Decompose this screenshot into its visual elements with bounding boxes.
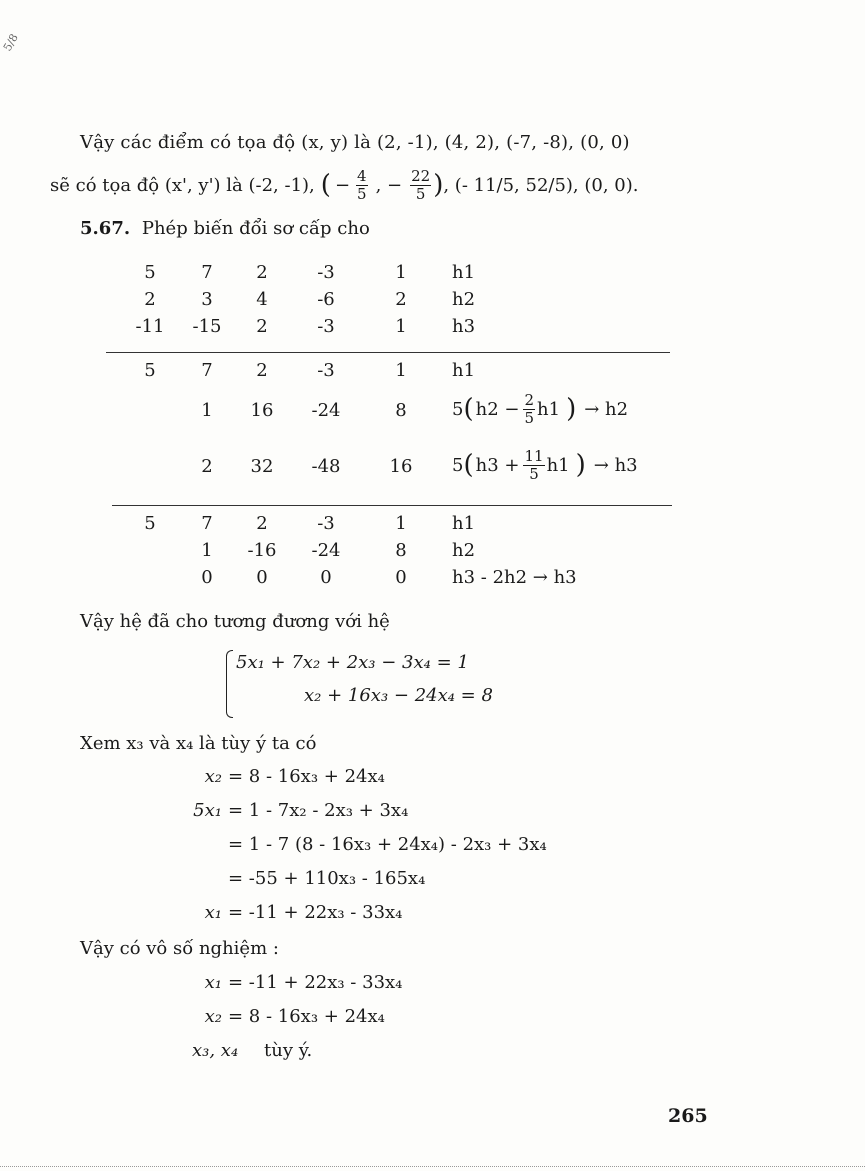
b2-r1-c5: 1 [395,360,407,381]
paren-close: ) [433,170,444,200]
system-eq-2: x₂ + 16x₃ − 24x₄ = 8 [304,685,493,706]
margin-mark: 5/8 [0,31,21,54]
b1-r3-c3: 2 [256,316,268,337]
b1-r3-c6: h3 [452,316,476,337]
b3-r3-c5: 0 [395,567,407,588]
solution-rhs-2: = 8 - 16x₃ + 24x₄ [228,1006,385,1027]
derivation-rhs-5: = -11 + 22x₃ - 33x₄ [228,902,403,923]
derivation-lhs-1: x₂ [204,766,222,787]
page-number: 265 [668,1105,708,1127]
equiv-text: Vậy hệ đã cho tương đương với hệ [80,611,390,632]
intro-line-1: Vậy các điểm có tọa độ (x, y) là (2, -1), (4, 2), (-7, -8), (0, 0) [80,132,630,153]
b3-r2-c3: -16 [247,540,277,561]
b3-r1-c6: h1 [452,513,476,534]
b2-r1-c1: 5 [144,360,156,381]
b2-r3-c2: 2 [201,456,213,477]
section-header [80,218,370,239]
b1-r2-c2: 3 [201,289,213,310]
derivation-rhs-3: = 1 - 7 (8 - 16x₃ + 24x₄) - 2x₃ + 3x₄ [228,834,547,855]
b1-r2-c1: 2 [144,289,156,310]
b2-r1-c3: 2 [256,360,268,381]
row-op-h3: 5 ( h3 + $\frac{11}{5}$ h1 ) → h3 [452,446,638,483]
solution-rhs-3: tùy ý. [264,1040,313,1061]
b1-r3-c5: 1 [395,316,407,337]
b3-r3-c6: h3 - 2h2 → h3 [452,567,577,588]
b2-r2-c3: 16 [250,400,274,421]
paren-open: ( [320,170,331,200]
b3-r3-c4: 0 [320,567,332,588]
b1-r3-c4: -3 [317,316,335,337]
b3-r2-c5: 8 [395,540,407,561]
b1-r1-c4: -3 [317,262,335,283]
b1-r3-c2: -15 [192,316,222,337]
b3-r3-c3: 0 [256,567,268,588]
b3-r2-c2: 1 [201,540,213,561]
b2-r1-c2: 7 [201,360,213,381]
solution-rhs-1: = -11 + 22x₃ - 33x₄ [228,972,403,993]
b2-r1-c6: h1 [452,360,476,381]
b2-r3-c4: -48 [311,456,341,477]
derivation-rhs-1: = 8 - 16x₃ + 24x₄ [228,766,385,787]
solution-lhs-1: x₁ [204,972,222,993]
b2-r2-c5: 8 [395,400,407,421]
b3-r1-c3: 2 [256,513,268,534]
b1-r2-c5: 2 [395,289,407,310]
section-text: Phép biến đổi sơ cấp cho [141,218,370,239]
b1-r2-c3: 4 [256,289,268,310]
b1-r2-c4: -6 [317,289,335,310]
b1-r1-c6: h1 [452,262,476,283]
derivation-lhs-5: x₁ [204,902,222,923]
b3-r2-c6: h2 [452,540,476,561]
solution-lhs-2: x₂ [204,1006,222,1027]
system-brace [226,650,233,718]
solution-lhs-3: x₃, x₄ [192,1040,239,1061]
derivation-rhs-2: = 1 - 7x₂ - 2x₃ + 3x₄ [228,800,409,821]
b3-r1-c1: 5 [144,513,156,534]
b1-r1-c5: 1 [395,262,407,283]
free-variables-text: Xem x₃ và x₄ là tùy ý ta có [80,733,317,754]
divider-2 [112,505,672,506]
b3-r1-c4: -3 [317,513,335,534]
b2-r1-c4: -3 [317,360,335,381]
b2-r3-c5: 16 [389,456,413,477]
b2-r2-c4: -24 [311,400,341,421]
intro-line-2: sẽ có tọa độ (x', y') là (-2, -1), ( − $\frac{4}{5}$ , − $\frac{22}{5}$ ) , (- 11/5, 52/5), (0, 0). [50,166,639,203]
row-op-h2: 5 ( h2 − $\frac{2}{5}$ h1 ) → h2 [452,390,629,427]
intro-line-2-pre: sẽ có tọa độ (x', y') là (-2, -1), [50,174,315,196]
b3-r1-c5: 1 [395,513,407,534]
b2-r2-c2: 1 [201,400,213,421]
b1-r3-c1: -11 [135,316,165,337]
divider-1 [106,352,670,353]
b1-r1-c2: 7 [201,262,213,283]
derivation-rhs-4: = -55 + 110x₃ - 165x₄ [228,868,426,889]
system-eq-1: 5x₁ + 7x₂ + 2x₃ − 3x₄ = 1 [236,652,469,673]
conclusion-text: Vậy có vô số nghiệm : [80,938,279,959]
derivation-lhs-2: 5x₁ [193,800,222,821]
b1-r1-c3: 2 [256,262,268,283]
intro-line-2-post: , (- 11/5, 52/5), (0, 0). [443,174,639,196]
fraction-4-5: $\frac{4}{5}$ [357,166,367,203]
b1-r1-c1: 5 [144,262,156,283]
section-number: 5.67. [80,218,131,239]
b2-r3-c3: 32 [250,456,274,477]
b3-r3-c2: 0 [201,567,213,588]
b3-r2-c4: -24 [311,540,341,561]
b1-r2-c6: h2 [452,289,476,310]
b3-r1-c2: 7 [201,513,213,534]
bottom-rule [0,1166,865,1167]
fraction-22-5: $\frac{22}{5}$ [411,166,431,203]
